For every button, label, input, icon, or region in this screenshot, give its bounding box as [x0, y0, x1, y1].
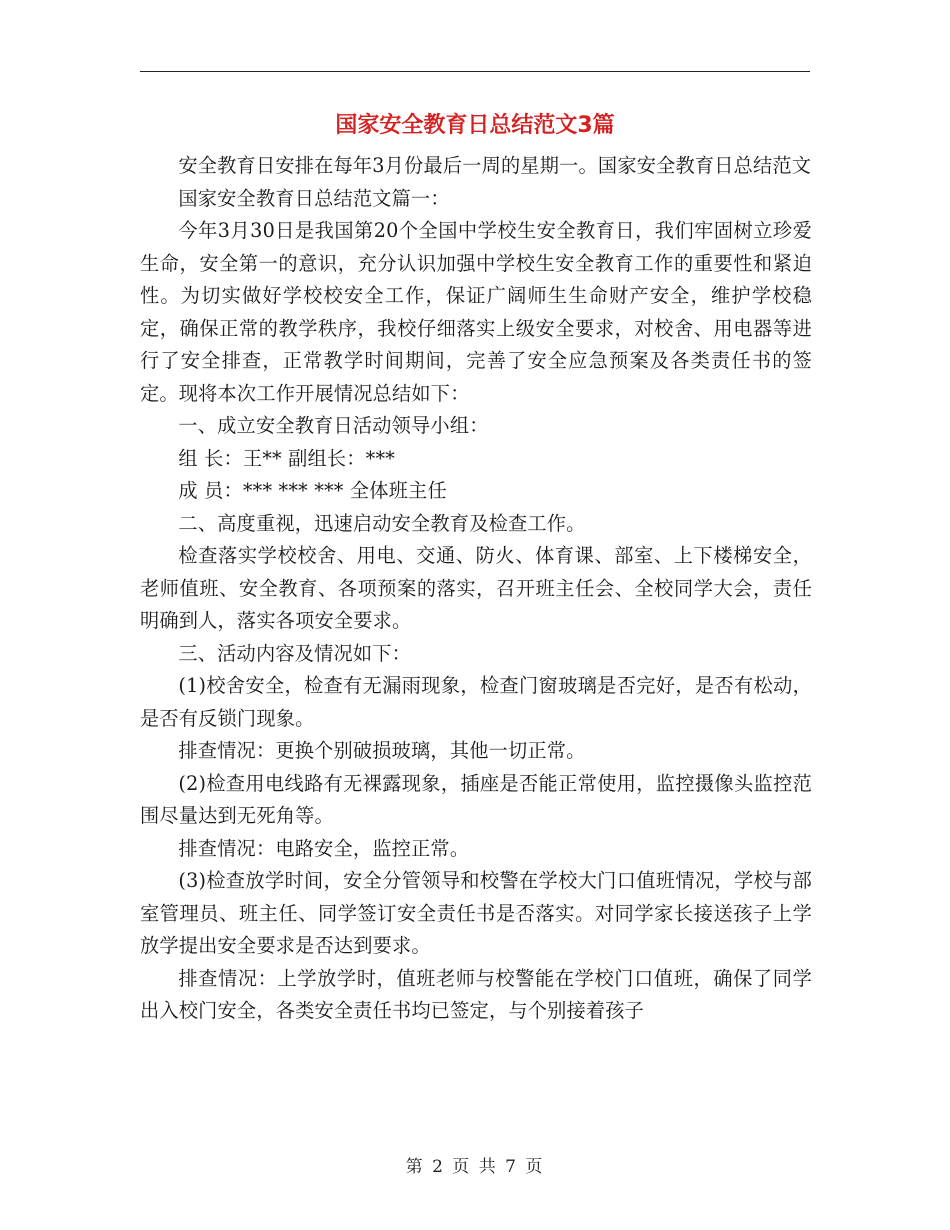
paragraph-item-1: (1)校舍安全，检查有无漏雨现象，检查门窗玻璃是否完好，是否有松动，是否有反锁门现象。 [140, 674, 812, 730]
paragraph-item-2: (2)检查用电线路有无裸露现象，插座是否能正常使用，监控摄像头监控范围尽量达到无死角等。 [140, 771, 812, 827]
paragraph-result-2: 排查情况：电路安全，监控正常。 [178, 836, 470, 860]
section-heading-2: 二、高度重视，迅速启动安全教育及检查工作。 [178, 511, 586, 535]
page-number: 第 2 页 共 7 页 [405, 1157, 545, 1177]
paragraph-inspection-scope: 检查落实学校校舍、用电、交通、防火、体育课、部室、上下楼梯安全，老师值班、安全教育、各项预案的落实，召开班主任会、全校同学大会，责任明确到人，落实各项安全要求。 [140, 544, 812, 632]
document-title: 国家安全教育日总结范文3篇 [335, 113, 615, 138]
paragraph-result-1: 排查情况：更换个别破损玻璃，其他一切正常。 [178, 739, 586, 762]
paragraph-team-members: 成 员：*** *** *** 全体班主任 [178, 479, 447, 502]
paragraph-main: 今年3月30日是我国第20个全国中学校生安全教育日，我们牢固树立珍爱生命，安全第一的意识，充分认识加强中学校生安全教育工作的重要性和紧迫性。为切实做好学校校安全工作，保证广阔师生生命财产安全，维护学校稳定，确保正常的教学秩序，我校仔细落实上级安全要求，对校舍、用电器等进行了安全排查，正常教学时间期间，完善了安全应急预案及各类责任书的签定。现将本次工作开展情况总结如下： [140, 219, 812, 405]
section-heading-1: 一、成立安全教育日活动领导小组： [178, 414, 489, 437]
paragraph-item-3: (3)检查放学时间，安全分管领导和校警在学校大门口值班情况，学校与部室管理员、班主任、同学签订安全责任书是否落实。对同学家长接送孩子上学放学提出安全要求是否达到要求。 [140, 869, 812, 957]
paragraph-result-3: 排查情况：上学放学时，值班老师与校警能在学校门口值班，确保了同学出入校门安全，各类安全责任书均已签定，与个别接着孩子 [140, 966, 812, 1022]
header-rule [140, 71, 810, 72]
paragraph-team-leader: 组 长：王** 副组长：*** [178, 446, 396, 470]
paragraph-intro: 安全教育日安排在每年3月份最后一周的星期一。国家安全教育日总结范文 [178, 154, 812, 177]
section-heading-3: 三、活动内容及情况如下： [178, 641, 412, 665]
paragraph-part-one-heading: 国家安全教育日总结范文篇一： [178, 186, 450, 210]
document-body [140, 150, 812, 1028]
